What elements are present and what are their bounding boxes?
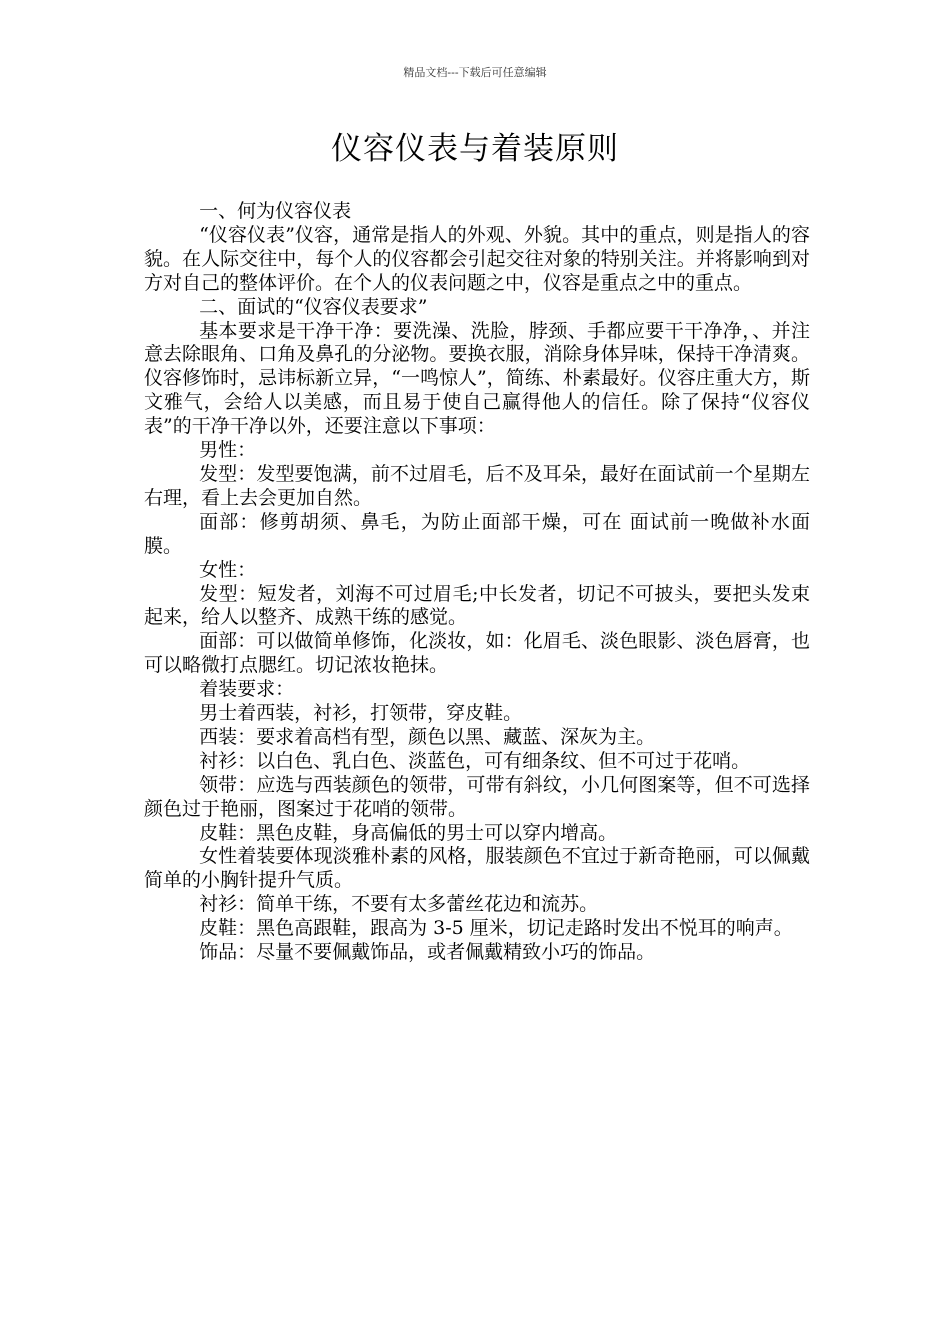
paragraph: 饰品：尽量不要佩戴饰品，或者佩戴精致小巧的饰品。 bbox=[199, 941, 656, 964]
paragraph: “仪容仪表”仪容，通常是指人的外观、外貌。其中的重点，则是指人的容貌。在人际交往中，每个人的仪容都会引起交往对象的特别关注。并将影响到对方对自己的整体评价。在个人的仪表问题之中，仪容是重点之中的重点。 bbox=[144, 223, 810, 294]
subheading: 女性： bbox=[199, 558, 257, 581]
paragraph: 衬衫：以白色、乳白色、淡蓝色，可有细条纹、但不可过于花哨。 bbox=[199, 749, 751, 772]
subheading: 着装要求： bbox=[199, 678, 295, 701]
paragraph: 发型：发型要饱满，前不过眉毛，后不及耳朵，最好在面试前一个星期左右理，看上去会更加自然。 bbox=[144, 462, 810, 509]
document-title: 仪容仪表与着装原则 bbox=[331, 131, 619, 167]
paragraph: 领带：应选与西装颜色的领带，可带有斜纹，小几何图案等，但不可选择颜色过于艳丽，图案过于花哨的领带。 bbox=[144, 773, 810, 820]
paragraph: 皮鞋：黑色高跟鞋，跟高为 3-5 厘米，切记走路时发出不悦耳的响声。 bbox=[199, 917, 793, 940]
paragraph: 男士着西装，衬衫，打领带，穿皮鞋。 bbox=[199, 702, 523, 725]
paragraph: 面部：可以做简单修饰，化淡妆，如：化眉毛、淡色眼影、淡色唇膏，也可以略微打点腮红。切记浓妆艳抹。 bbox=[144, 630, 810, 677]
paragraph: 衬衫：简单干练，不要有太多蕾丝花边和流苏。 bbox=[199, 893, 599, 916]
section-heading: 一、何为仪容仪表 bbox=[199, 200, 352, 222]
paragraph: 基本要求是干净干净：要洗澡、洗脸，脖颈、手都应要干干净净，、并注意去除眼角、口角及鼻孔的分泌物。要换衣服，消除身体异味，保持干净清爽。仪容修饰时，忌讳标新立异，“一鸣惊人”，简练、朴素最好。仪容庄重大方，斯文雅气，会给人以美感，而且易于使自己赢得他人的信任。除了保持“仪容仪表”的干净干净以外，还要注意以下事项： bbox=[144, 319, 810, 438]
paragraph: 皮鞋：黑色皮鞋，身高偏低的男士可以穿内增高。 bbox=[199, 821, 618, 844]
paragraph: 发型：短发者，刘海不可过眉毛;中长发者，切记不可披头，要把头发束起来，给人以整齐、成熟干练的感觉。 bbox=[144, 582, 810, 629]
paragraph: 西装：要求着高档有型，颜色以黑、藏蓝、深灰为主。 bbox=[199, 725, 656, 748]
page-header: 精品文档---下载后可任意编辑 bbox=[403, 66, 547, 79]
subheading: 男性： bbox=[199, 439, 257, 462]
paragraph: 女性着装要体现淡雅朴素的风格，服装颜色不宜过于新奇艳丽，可以佩戴简单的小胸针提升气质。 bbox=[144, 845, 810, 892]
section-heading: 二、面试的“仪容仪表要求” bbox=[199, 295, 428, 318]
document-body bbox=[144, 200, 810, 965]
paragraph: 面部：修剪胡须、鼻毛，为防止面部干燥，可在 面试前一晚做补水面膜。 bbox=[144, 510, 810, 557]
